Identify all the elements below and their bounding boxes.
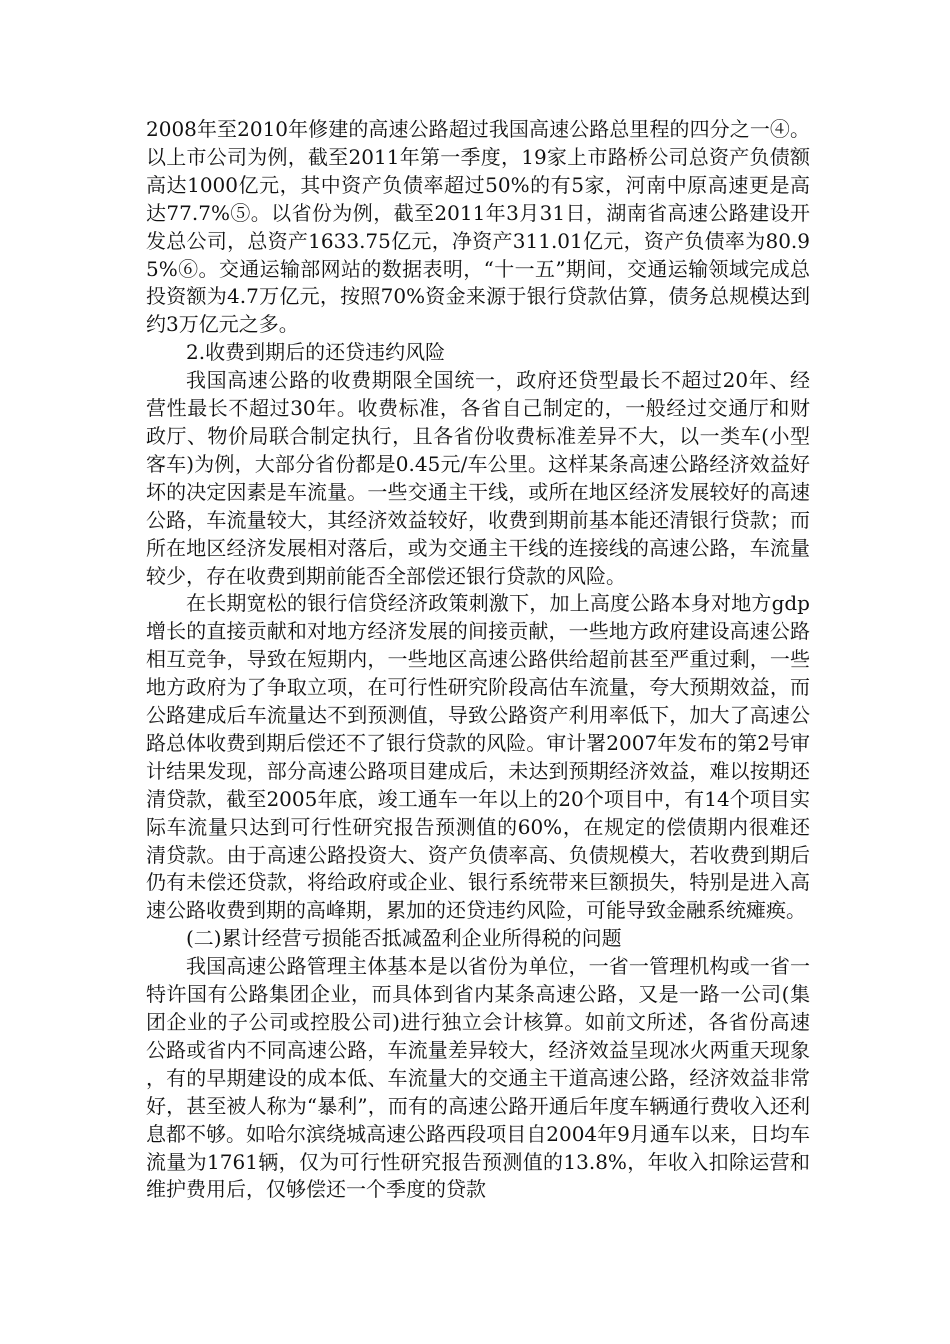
paragraph-management-entities: 我国高速公路管理主体基本是以省份为单位，一省一管理机构或一省一特许国有公路集团企业，而具体到省内某条高速公路，又是一路一公司(集团企业的子公司或控股公司)进行独立会计核算。如前文所述，各省份高速公路或省内不同高速公路，车流量差异较大，经济效益呈现冰火两重天现象，有的早期建设的成本低、车流量大的交通主干道高速公路，经济效益非常好，甚至被人称为“暴利”，而有的高速公路开通后年度车辆通行费收入还利息都不够。如哈尔滨绕城高速公路西段项目自2004年9月通车以来，日均车流量为1761辆，仅为可行性研究报告预测值的13.8%，年收入扣除运营和维护费用后，仅够偿还一个季度的贷款 (146, 954, 810, 1202)
heading-toll-expiry-risk: 2.收费到期后的还贷违约风险 (186, 340, 446, 365)
paragraph-credit-policy: 在长期宽松的银行信贷经济政策刺激下，加上高度公路本身对地方gdp增长的直接贡献和对地方经济发展的间接贡献，一些地方政府建设高速公路相互竞争，导致在短期内，一些地区高速公路供给超前甚至严重过剩，一些地方政府为了争取立项，在可行性研究阶段高估车流量，夸大预期效益，而公路建成后车流量达不到预测值，导致公路资产利用率低下，加大了高速公路总体收费到期后偿还不了银行贷款的风险。审计署2007年发布的第2号审计结果发现，部分高速公路项目建成后，未达到预期经济效益，难以按期还清贷款，截至2005年底，竣工通车一年以上的20个项目中，有14个项目实际车流量只达到可行性研究报告预测值的60%，在规定的偿债期内很难还清贷款。由于高速公路投资大、资产负债率高、负债规模大，若收费到期后仍有未偿还贷款，将给政府或企业、银行系统带来巨额损失，特别是进入高速公路收费到期的高峰期，累加的还贷违约风险，可能导致金融系统瘫痪。 (146, 591, 810, 923)
heading-operating-loss-offset: (二)累计经营亏损能否抵减盈利企业所得税的问题 (186, 926, 622, 951)
paragraph-debt-scale: 2008年至2010年修建的高速公路超过我国高速公路总里程的四分之一④。以上市公司为例，截至2011年第一季度，19家上市路桥公司总资产负债额高达1000亿元，其中资产负债率超过50%的有5家，河南中原高速更是高达77.7%⑤。以省份为例，截至2011年3月31日，湖南省高速公路建设开发总公司，总资产1633.75亿元，净资产311.01亿元，资产负债率为80.95%⑥。交通运输部网站的数据表明，“十一五”期间，交通运输领域完成总投资额为4.7万亿元，按照70%资金来源于银行贷款估算，债务总规模达到约3万亿元之多。 (146, 117, 810, 337)
paragraph-toll-standards: 我国高速公路的收费期限全国统一，政府还贷型最长不超过20年、经营性最长不超过30年。收费标准，各省自己制定的，一般经过交通厅和财政厅、物价局联合制定执行，且各省份收费标准差异不大，以一类车(小型客车)为例，大部分省份都是0.45元/车公里。这样某条高速公路经济效益好坏的决定因素是车流量。一些交通主干线，或所在地区经济发展较好的高速公路，车流量较大，其经济效益较好，收费到期前基本能还清银行贷款；而所在地区经济发展相对落后，或为交通主干线的连接线的高速公路，车流量较少，存在收费到期前能否全部偿还银行贷款的风险。 (146, 368, 810, 588)
document-body (146, 116, 810, 1204)
